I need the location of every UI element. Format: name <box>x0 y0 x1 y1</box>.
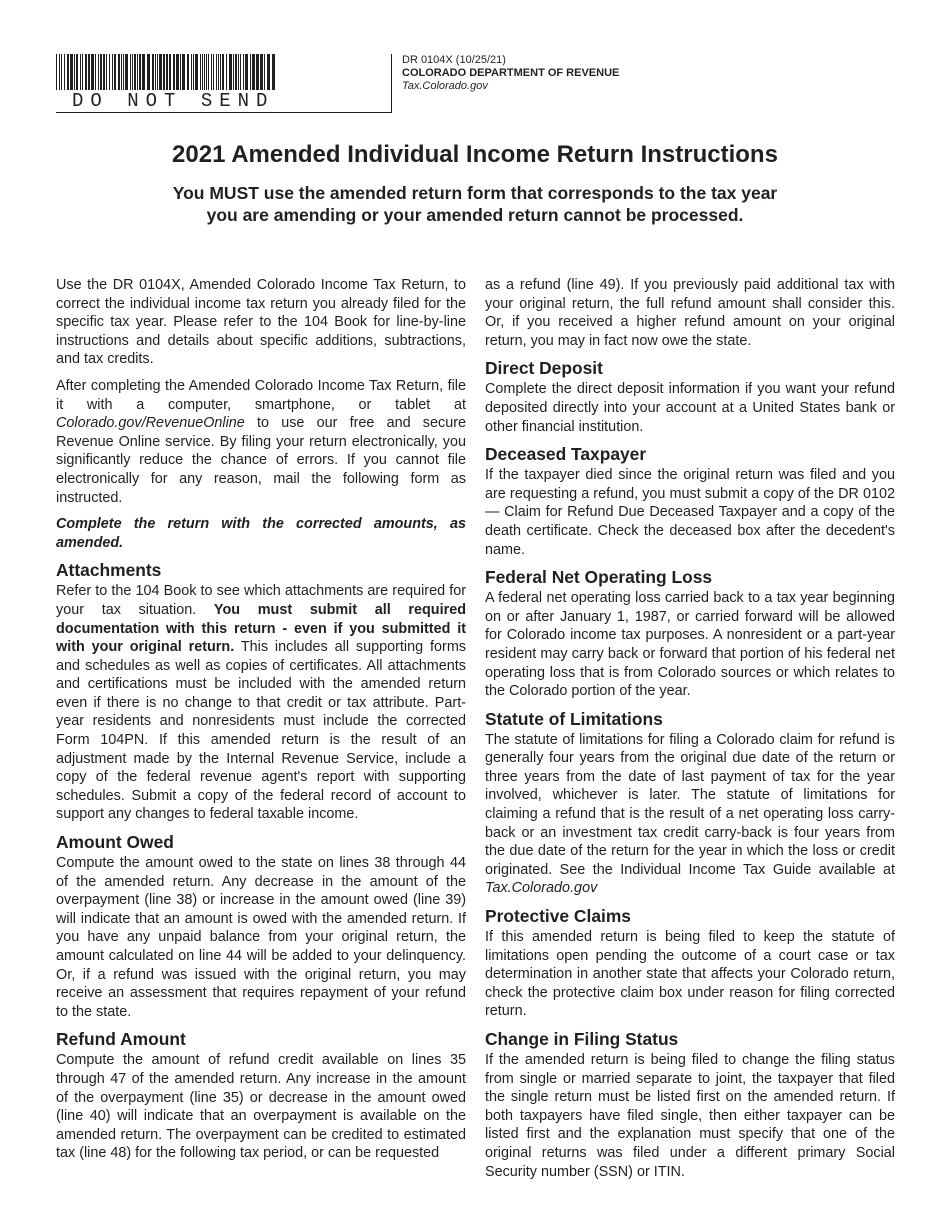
barcode-bar <box>159 54 162 90</box>
barcode-bar <box>125 54 128 90</box>
barcode-bar <box>200 54 201 90</box>
attachments-text-b: This includes all supporting forms and schedules as well as copies of certificates. All attachments and certifications must be included with the amended return even if there is no change to that credit or tax attribute. Part-year residents and nonresidents must include the corrected Form 104PN. If this amended return is the result of an adjustment made by the Internal Revenue Service, include a copy of the federal revenue agent's report with supporting schedules. Submit a copy of the federal record of account to support any changes to federal taxable income. <box>56 639 466 823</box>
barcode-bar <box>182 54 185 90</box>
barcode-bar <box>195 54 198 90</box>
intro-p2-text-b: to use our free and secure Revenue Online service. By filing your return electronically, you significantly reduce the chance of errors. If you cannot file electronically for any reason, mail the following form as instructed. <box>56 415 466 506</box>
barcode-bar <box>238 54 239 90</box>
barcode-bar <box>157 54 158 90</box>
barcode-bar <box>142 54 145 90</box>
attachments-heading: Attachments <box>56 560 162 581</box>
barcode-bar <box>67 54 69 90</box>
left-column <box>56 276 466 1171</box>
barcode-block <box>56 54 392 113</box>
barcode-bar <box>70 54 73 90</box>
page-subtitle <box>0 182 950 226</box>
barcode-bar <box>222 54 224 90</box>
statute-text <box>485 731 895 898</box>
deceased-taxpayer-heading: Deceased Taxpayer <box>485 444 647 465</box>
form-number: DR 0104X (10/25/21) <box>402 54 506 66</box>
direct-deposit-heading: Direct Deposit <box>485 358 603 379</box>
barcode-bar <box>204 54 205 90</box>
barcode-bar <box>267 54 270 90</box>
barcode-bar <box>260 54 263 90</box>
department-name: COLORADO DEPARTMENT OF REVENUE <box>402 67 620 79</box>
attachments-text-a: Refer to the 104 Book to see which attachments are required for your tax situation. <box>56 583 466 618</box>
barcode-bar <box>95 54 96 90</box>
intro-emphasis: Complete the return with the corrected amounts, as amended. <box>56 516 466 551</box>
barcode-bar <box>85 54 87 90</box>
barcode-bar <box>103 54 105 90</box>
barcode-bar <box>88 54 90 90</box>
barcode-bar <box>243 54 244 90</box>
subtitle-line-1: You MUST use the amended return form that corresponds to the tax year <box>172 183 778 203</box>
amount-owed-heading: Amount Owed <box>56 832 174 853</box>
barcode-bar <box>147 54 150 90</box>
barcode-bar <box>173 54 175 90</box>
barcode-bar <box>137 54 138 90</box>
direct-deposit-text: Complete the direct deposit information if you want your refund deposited directly into your account at a United States bank or other financial institution. <box>485 381 895 435</box>
attachments-bold: You must submit all required documentation with this return - even if you submitted it with your original return. <box>56 601 466 656</box>
form-info <box>402 54 619 93</box>
barcode-bar <box>218 54 219 90</box>
barcode-bar <box>121 54 122 90</box>
barcode-bar <box>74 54 75 90</box>
barcode-bar <box>256 54 259 90</box>
barcode-bar <box>163 54 165 90</box>
do-not-send-label: DO NOT SEND <box>72 90 275 112</box>
tax-colorado-link: Tax.Colorado.gov <box>485 880 598 897</box>
barcode-bar <box>76 54 78 90</box>
amount-owed-text: Compute the amount owed to the state on lines 38 through 44 of the amended return. Any decrease in the amount of the overpayment (line 38) or increase in the amount owed (line 39) will indicate that an amount is owed with the amended return. If you have any unpaid balance from your original return, the amount calculated on line 44 will be added to your delinquency. Or, if a refund was issued with the original return, you may receive an assessment that requires repayment of your refund to the state. <box>56 855 466 1020</box>
barcode-bar <box>106 54 107 90</box>
barcode-bar <box>100 54 102 90</box>
barcode-bar <box>130 54 131 90</box>
barcode-bar <box>155 54 156 90</box>
barcode-bar <box>213 54 214 90</box>
barcode-bar <box>98 54 99 90</box>
barcode-bar <box>152 54 154 90</box>
filing-status-heading: Change in Filing Status <box>485 1029 679 1049</box>
barcode-bar <box>91 54 94 90</box>
barcode-bar <box>56 54 57 90</box>
attachments-text <box>56 582 466 824</box>
barcode-bar <box>252 54 255 90</box>
barcode <box>56 54 276 90</box>
barcode-bar <box>208 54 209 90</box>
barcode-bar <box>123 54 124 90</box>
barcode-bar <box>169 54 171 90</box>
barcode-bar <box>187 54 189 90</box>
barcode-bar <box>235 54 237 90</box>
barcode-bar <box>193 54 194 90</box>
right-column <box>485 276 895 1189</box>
protective-claims-text: If this amended return is being filed to keep the statute of limitations open pending the outcome of a court case or tax determination in another state that affects your Colorado return, check the protective claim box under reason for filing corrected return. <box>485 929 895 1020</box>
refund-amount-continued: as a refund (line 49). If you previously paid additional tax with your original return, the full refund amount shall consider this. Or, if you received a higher refund amount on your original return, you may in fact now owe the state. <box>485 277 895 349</box>
barcode-bar <box>82 54 83 90</box>
federal-nol-heading: Federal Net Operating Loss <box>485 567 713 588</box>
barcode-bar <box>229 54 232 90</box>
barcode-bar <box>272 54 275 90</box>
refund-amount-heading: Refund Amount <box>56 1029 186 1050</box>
deceased-taxpayer-text: If the taxpayer died since the original return was filed and you are requesting a refund, you must submit a copy of the DR 0102 — Claim for Refund Due Deceased Taxpayer and a copy of the death certificate. Check the deceased box after the decedent's name. <box>485 467 895 558</box>
filing-status-text: If the amended return is being filed to change the filing status from single or married separate to joint, the taxpayer that filed the single return must be listed first on the amended return. If both taxpayers have filed single, then either taxpayer can be listed first and the explanation must specify that one of the original returns was filed under a different primary Social Security number (SSN) or ITIN. <box>485 1052 895 1180</box>
barcode-bar <box>80 54 81 90</box>
intro-paragraph-1: Use the DR 0104X, Amended Colorado Income Tax Return, to correct the individual income tax return you already filed for the specific tax year. Please refer to the 104 Book for line-by-line instructions and details about specific additions, subtractions, and tax credits. <box>56 277 466 368</box>
barcode-bar <box>64 54 65 90</box>
intro-p2-text-a: After completing the Amended Colorado Income Tax Return, file it with a computer, smartphone, or tablet at <box>56 377 466 413</box>
barcode-bar <box>220 54 221 90</box>
statute-text-body: The statute of limitations for filing a Colorado claim for refund is generally four years from the original due date of the return or three years from the date of last payment of tax for the year involved, whichever is later. The statute of limitations for claiming a refund that is the result of a net operating loss carry-back or an investment tax credit carry-back is four years from the due date of the return for the year in which the loss or credit originated. See the Individual Income Tax Guide available at <box>485 731 895 878</box>
barcode-bar <box>134 54 136 90</box>
intro-paragraph-3 <box>56 515 466 552</box>
intro-paragraph-2 <box>56 377 466 507</box>
barcode-bar <box>118 54 120 90</box>
subtitle-line-2: you are amending or your amended return cannot be processed. <box>206 205 744 225</box>
barcode-bar <box>226 54 227 90</box>
barcode-bar <box>211 54 212 90</box>
barcode-bar <box>250 54 251 90</box>
barcode-bar <box>245 54 248 90</box>
barcode-bar <box>191 54 192 90</box>
refund-amount-text: Compute the amount of refund credit available on lines 35 through 47 of the amended return. Any increase in the amount of the overpayment (line 35) or decrease in the amount owed (line 40) will indicate that an overpayment is available on the amended return. The overpayment can be credited to estimated tax (line 48) for the following tax period, or can be requested <box>56 1052 466 1162</box>
barcode-bar <box>264 54 265 90</box>
barcode-bar <box>132 54 133 90</box>
barcode-bar <box>176 54 179 90</box>
barcode-bar <box>112 54 113 90</box>
revenue-online-link: Colorado.gov/RevenueOnline <box>56 415 245 432</box>
barcode-bar <box>166 54 168 90</box>
barcode-bar <box>114 54 116 90</box>
barcode-bar <box>139 54 141 90</box>
barcode-bar <box>59 54 60 90</box>
barcode-bar <box>206 54 207 90</box>
barcode-bar <box>233 54 234 90</box>
department-website: Tax.Colorado.gov <box>402 80 488 92</box>
barcode-bar <box>240 54 241 90</box>
federal-nol-text: A federal net operating loss carried back to a tax year beginning on or after January 1, 1987, or carried forward will be allowed for Colorado income tax purposes. A nonresident or a part-year resident may carry back or forward that portion of his federal net operating loss that is from Colorado sources or which relates to the Colorado portion of the year. <box>485 590 895 700</box>
barcode-bar <box>202 54 203 90</box>
barcode-bar <box>216 54 217 90</box>
barcode-bar <box>180 54 181 90</box>
barcode-bar <box>109 54 110 90</box>
protective-claims-heading: Protective Claims <box>485 906 631 927</box>
barcode-bar <box>61 54 62 90</box>
statute-heading: Statute of Limitations <box>485 708 663 729</box>
page-title: 2021 Amended Individual Income Return Instructions <box>172 141 778 168</box>
